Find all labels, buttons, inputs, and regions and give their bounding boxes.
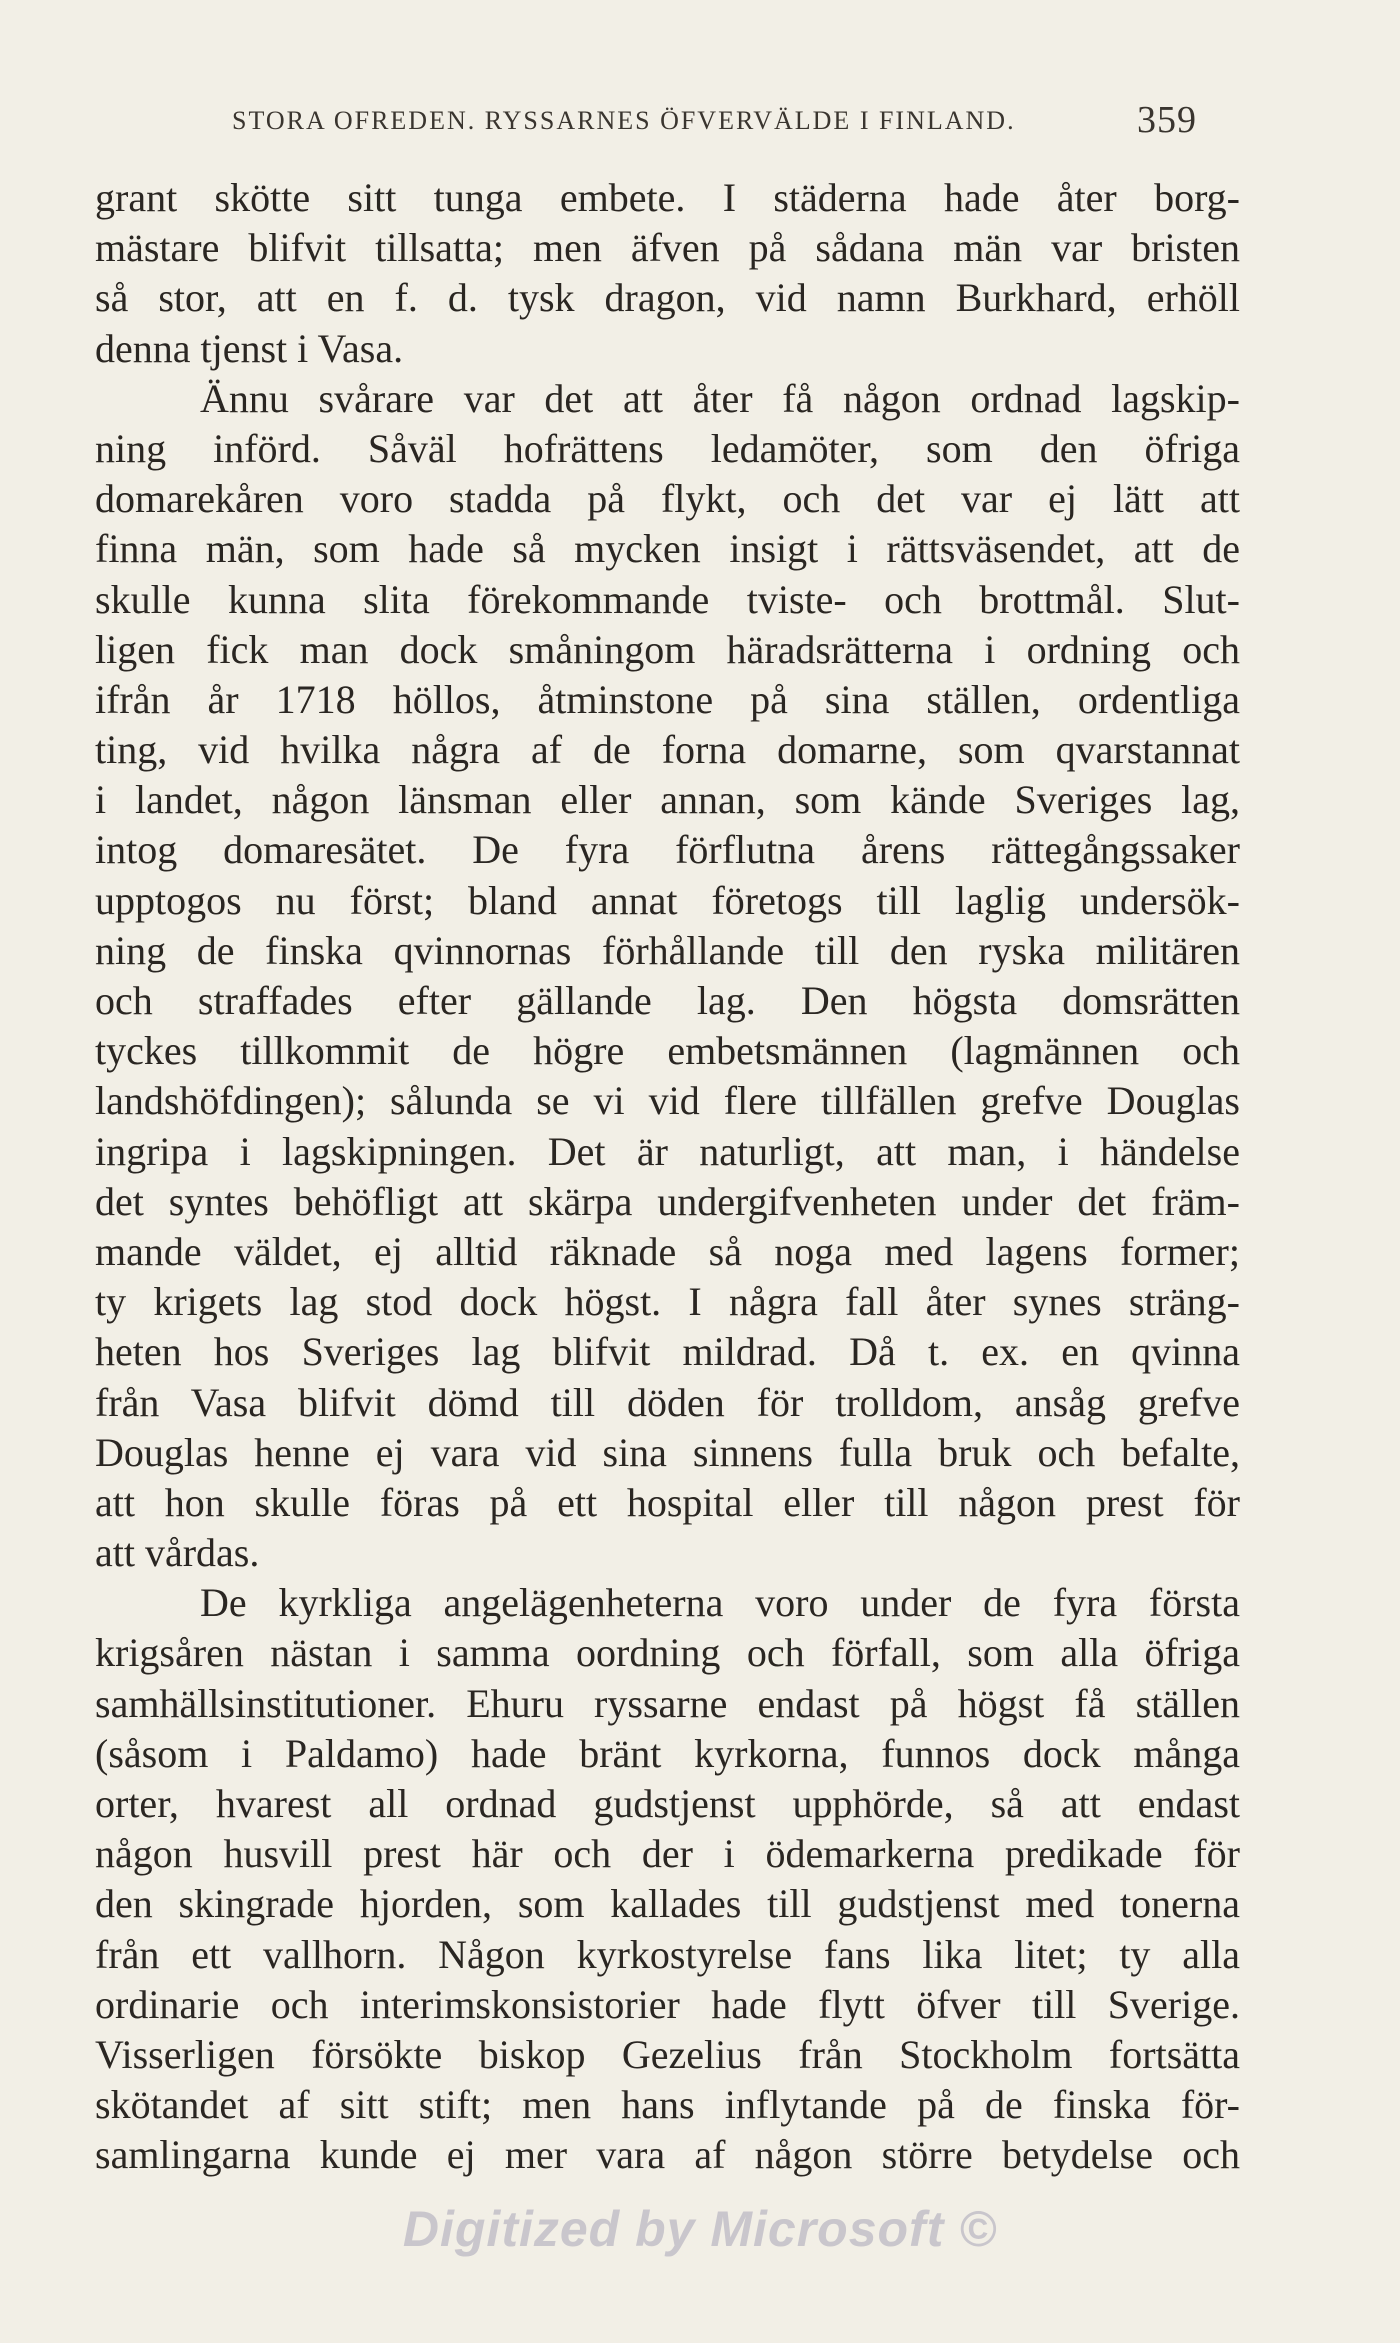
text-line: ting, vid hvilka några af de forna domarne, som qvarstannat [95,727,1240,773]
text-line: intog domaresätet. De fyra förflutna årens rättegångssaker [95,827,1240,873]
page-number: 359 [1137,99,1197,141]
text-line: tyckes tillkommit de högre embetsmännen (lagmännen och [95,1028,1240,1074]
text-line: skulle kunna slita förekommande tviste- och brottmål. Slut- [95,576,1240,622]
text-line: ifrån år 1718 höllos, åtminstone på sina ställen, ordentliga [95,676,1240,722]
text-line: samlingarna kunde ej mer vara af någon större betydelse och [95,2132,1240,2178]
text-line: finna män, som hade så mycken insigt i rättsväsendet, att de [95,526,1240,572]
text-line: att vårdas. [95,1530,260,1576]
text-line: Douglas henne ej vara vid sina sinnens fulla bruk och befalte, [95,1429,1240,1475]
text-line: grant skötte sitt tunga embete. I städerna hade åter borg- [95,175,1240,220]
text-line: mande väldet, ej alltid räknade så noga med lagens former; [95,1228,1240,1274]
running-head-title: STORA OFREDEN. RYSSARNES ÖFVERVÄLDE I FINLAND. [232,106,1016,135]
text-line: skötandet af sitt stift; men hans inflytande på de finska för- [95,2082,1240,2128]
text-line: De kyrkliga angelägenheterna voro under de fyra första [200,1580,1240,1626]
text-line: och straffades efter gällande lag. Den högsta domsrätten [95,978,1240,1023]
text-line: ingripa i lagskipningen. Det är naturligt, att man, i händelse [95,1128,1240,1174]
text-line: ordinarie och interimskonsistorier hade flytt öfver till Sverige. [95,1981,1240,2027]
text-line: Visserligen försökte biskop Gezelius från Stockholm fortsätta [95,2031,1240,2077]
body-text [95,173,1240,2181]
text-line: ning införd. Såväl hofrättens ledamöter, som den öfriga [95,425,1240,471]
text-line: det syntes behöfligt att skärpa undergifvenheten under det främ- [95,1178,1240,1224]
text-line: att hon skulle föras på ett hospital eller till någon prest för [95,1479,1240,1525]
text-line: orter, hvarest all ordnad gudstjenst upphörde, så att endast [95,1781,1240,1826]
text-line: heten hos Sveriges lag blifvit mildrad. Då t. ex. en qvinna [95,1329,1240,1375]
text-line: Ännu svårare var det att åter få någon ordnad lagskip- [200,375,1240,421]
text-line: den skingrade hjorden, som kallades till gudstjenst med tonerna [95,1881,1240,1927]
text-line: så stor, att en f. d. tysk dragon, vid namn Burkhard, erhöll [95,275,1240,321]
text-line: från Vasa blifvit dömd till döden för trolldom, ansåg grefve [95,1379,1240,1425]
text-line: (såsom i Paldamo) hade bränt kyrkorna, funnos dock många [95,1730,1240,1776]
text-line: krigsåren nästan i samma oordning och förfall, som alla öfriga [95,1630,1240,1676]
text-line: mästare blifvit tillsatta; men äfven på sådana män var bristen [95,225,1240,271]
text-line: domarekåren voro stadda på flykt, och det var ej lätt att [95,476,1240,522]
text-line: från ett vallhorn. Någon kyrkostyrelse fans lika litet; ty alla [95,1931,1240,1977]
text-line: ligen fick man dock småningom häradsrätterna i ordning och [95,626,1240,672]
digitization-watermark: Digitized by Microsoft © [402,2201,998,2257]
text-line: i landet, någon länsman eller annan, som kände Sveriges lag, [95,777,1240,823]
text-line: upptogos nu först; bland annat företogs till laglig undersök- [95,877,1240,923]
text-line: denna tjenst i Vasa. [95,325,404,371]
text-line: ty krigets lag stod dock högst. I några fall åter synes sträng- [95,1279,1240,1325]
text-line: ning de finska qvinnornas förhållande till den ryska militären [95,927,1240,973]
running-head [232,98,1197,148]
text-line: någon husvill prest här och der i ödemarkerna predikade för [95,1831,1240,1877]
text-line: landshöfdingen); sålunda se vi vid flere tillfällen grefve Douglas [95,1078,1240,1124]
text-line: samhällsinstitutioner. Ehuru ryssarne endast på högst få ställen [95,1680,1240,1726]
